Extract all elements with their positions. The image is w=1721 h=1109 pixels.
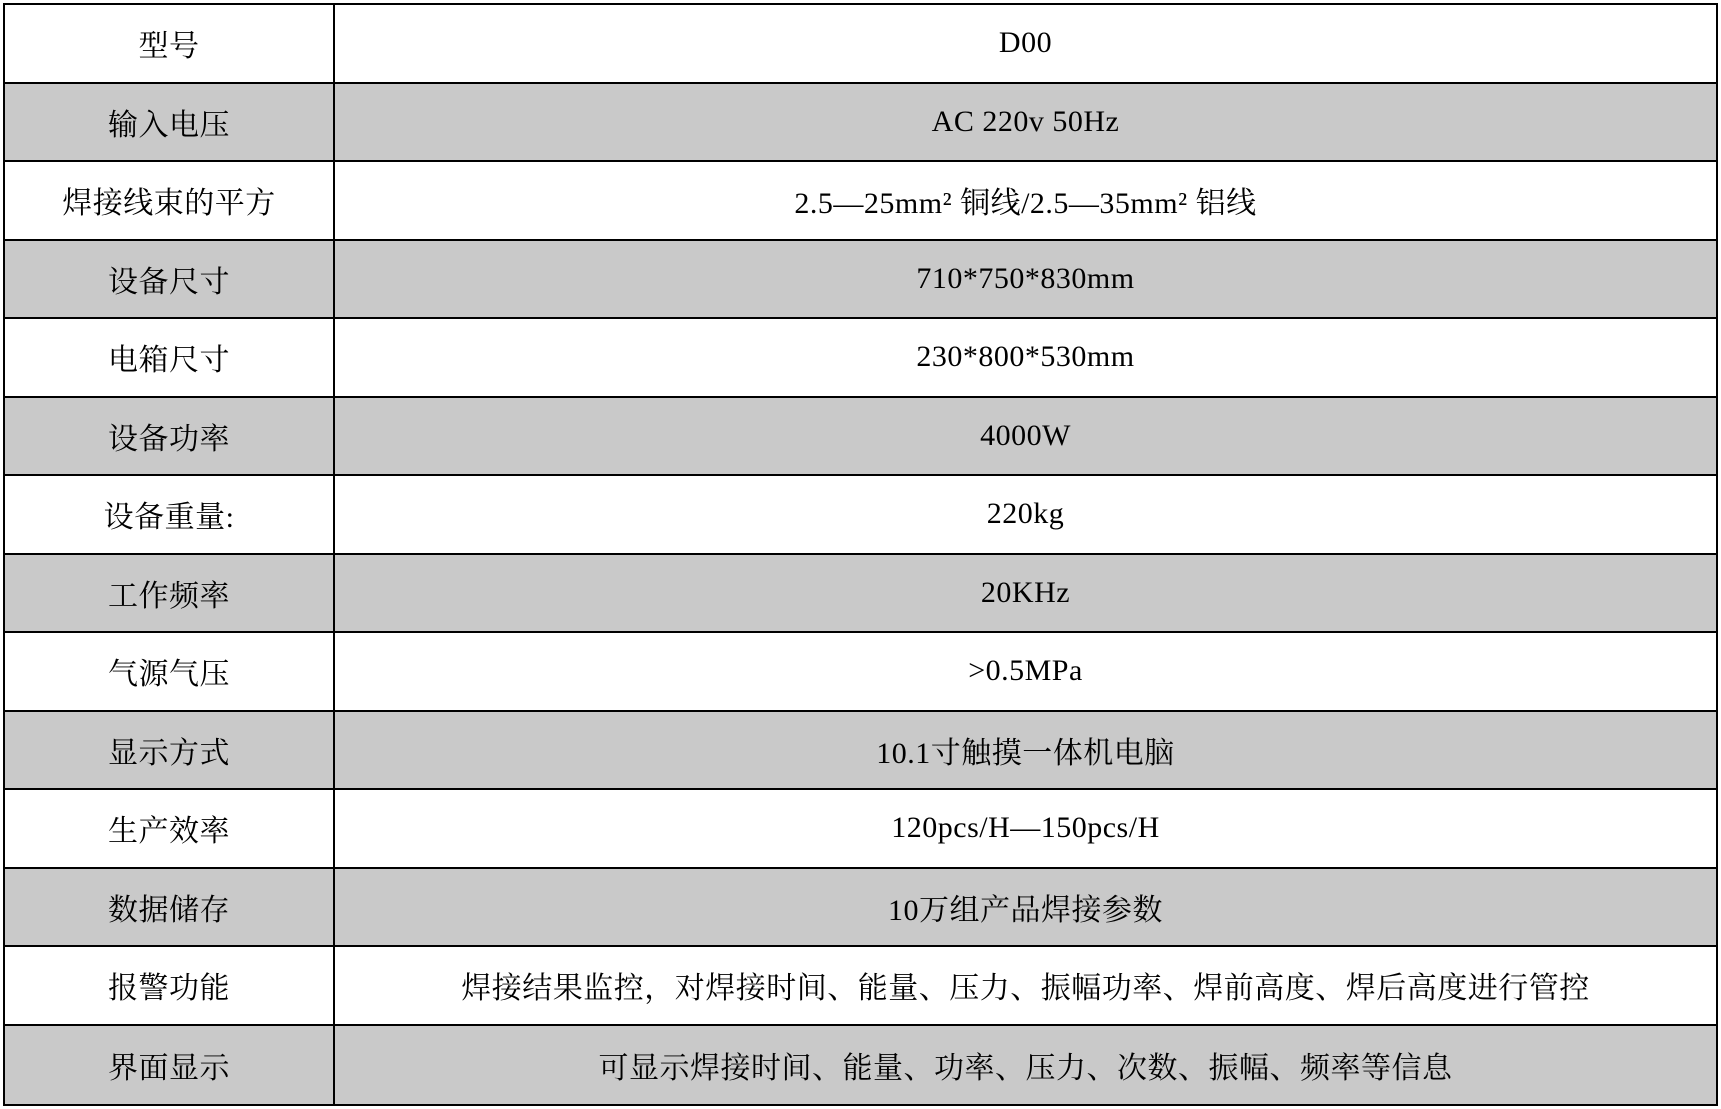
spec-value: 120pcs/H—150pcs/H: [891, 811, 1160, 845]
spec-value: AC 220v 50Hz: [931, 104, 1120, 138]
spec-label: 气源气压: [5, 633, 335, 710]
table-row-production-efficiency: [5, 790, 1716, 869]
table-row-model: [5, 5, 1716, 84]
table-row-equipment-size: [5, 241, 1716, 320]
spec-label: 电箱尺寸: [5, 319, 335, 396]
table-row-working-frequency: [5, 555, 1716, 634]
table-row-data-storage: [5, 869, 1716, 948]
table-row-display-mode: [5, 712, 1716, 791]
spec-label: 型号: [5, 5, 335, 82]
spec-label: 设备重量:: [5, 476, 335, 553]
table-row-equipment-power: [5, 398, 1716, 477]
table-row-input-voltage: [5, 84, 1716, 163]
spec-value: 710*750*830mm: [916, 261, 1135, 295]
spec-value: >0.5MPa: [968, 654, 1083, 688]
spec-label: 数据储存: [5, 869, 335, 946]
spec-label: 生产效率: [5, 790, 335, 867]
spec-label: 设备功率: [5, 398, 335, 475]
spec-value: 10.1寸触摸一体机电脑: [876, 736, 1175, 770]
table-row-air-pressure: [5, 633, 1716, 712]
spec-label: 输入电压: [5, 84, 335, 161]
table-row-electric-box-size: [5, 319, 1716, 398]
spec-value: 可显示焊接时间、能量、功率、压力、次数、振幅、频率等信息: [598, 1051, 1453, 1085]
table-row-wire-cross-section: [5, 162, 1716, 241]
spec-label: 报警功能: [5, 947, 335, 1024]
spec-value: 2.5—25mm² 铜线/2.5—35mm² 铝线: [794, 187, 1257, 221]
spec-value: 4000W: [980, 418, 1071, 452]
spec-label: 设备尺寸: [5, 241, 335, 318]
spec-label: 工作频率: [5, 555, 335, 632]
table-row-interface-display: [5, 1026, 1716, 1105]
spec-value: 20KHz: [980, 575, 1071, 609]
spec-value: 焊接结果监控，对焊接时间、能量、压力、振幅功率、焊前高度、焊后高度进行管控: [461, 972, 1590, 1006]
spec-value: 230*800*530mm: [916, 340, 1135, 374]
spec-label: 界面显示: [5, 1026, 335, 1105]
table-row-equipment-weight: [5, 476, 1716, 555]
spec-value: 220kg: [986, 497, 1065, 531]
spec-value: D00: [998, 26, 1053, 60]
spec-label: 焊接线束的平方: [5, 162, 335, 239]
spec-label: 显示方式: [5, 712, 335, 789]
spec-value: 10万组产品焊接参数: [888, 893, 1163, 927]
table-row-alarm-function: [5, 947, 1716, 1026]
spec-table: [3, 3, 1718, 1106]
